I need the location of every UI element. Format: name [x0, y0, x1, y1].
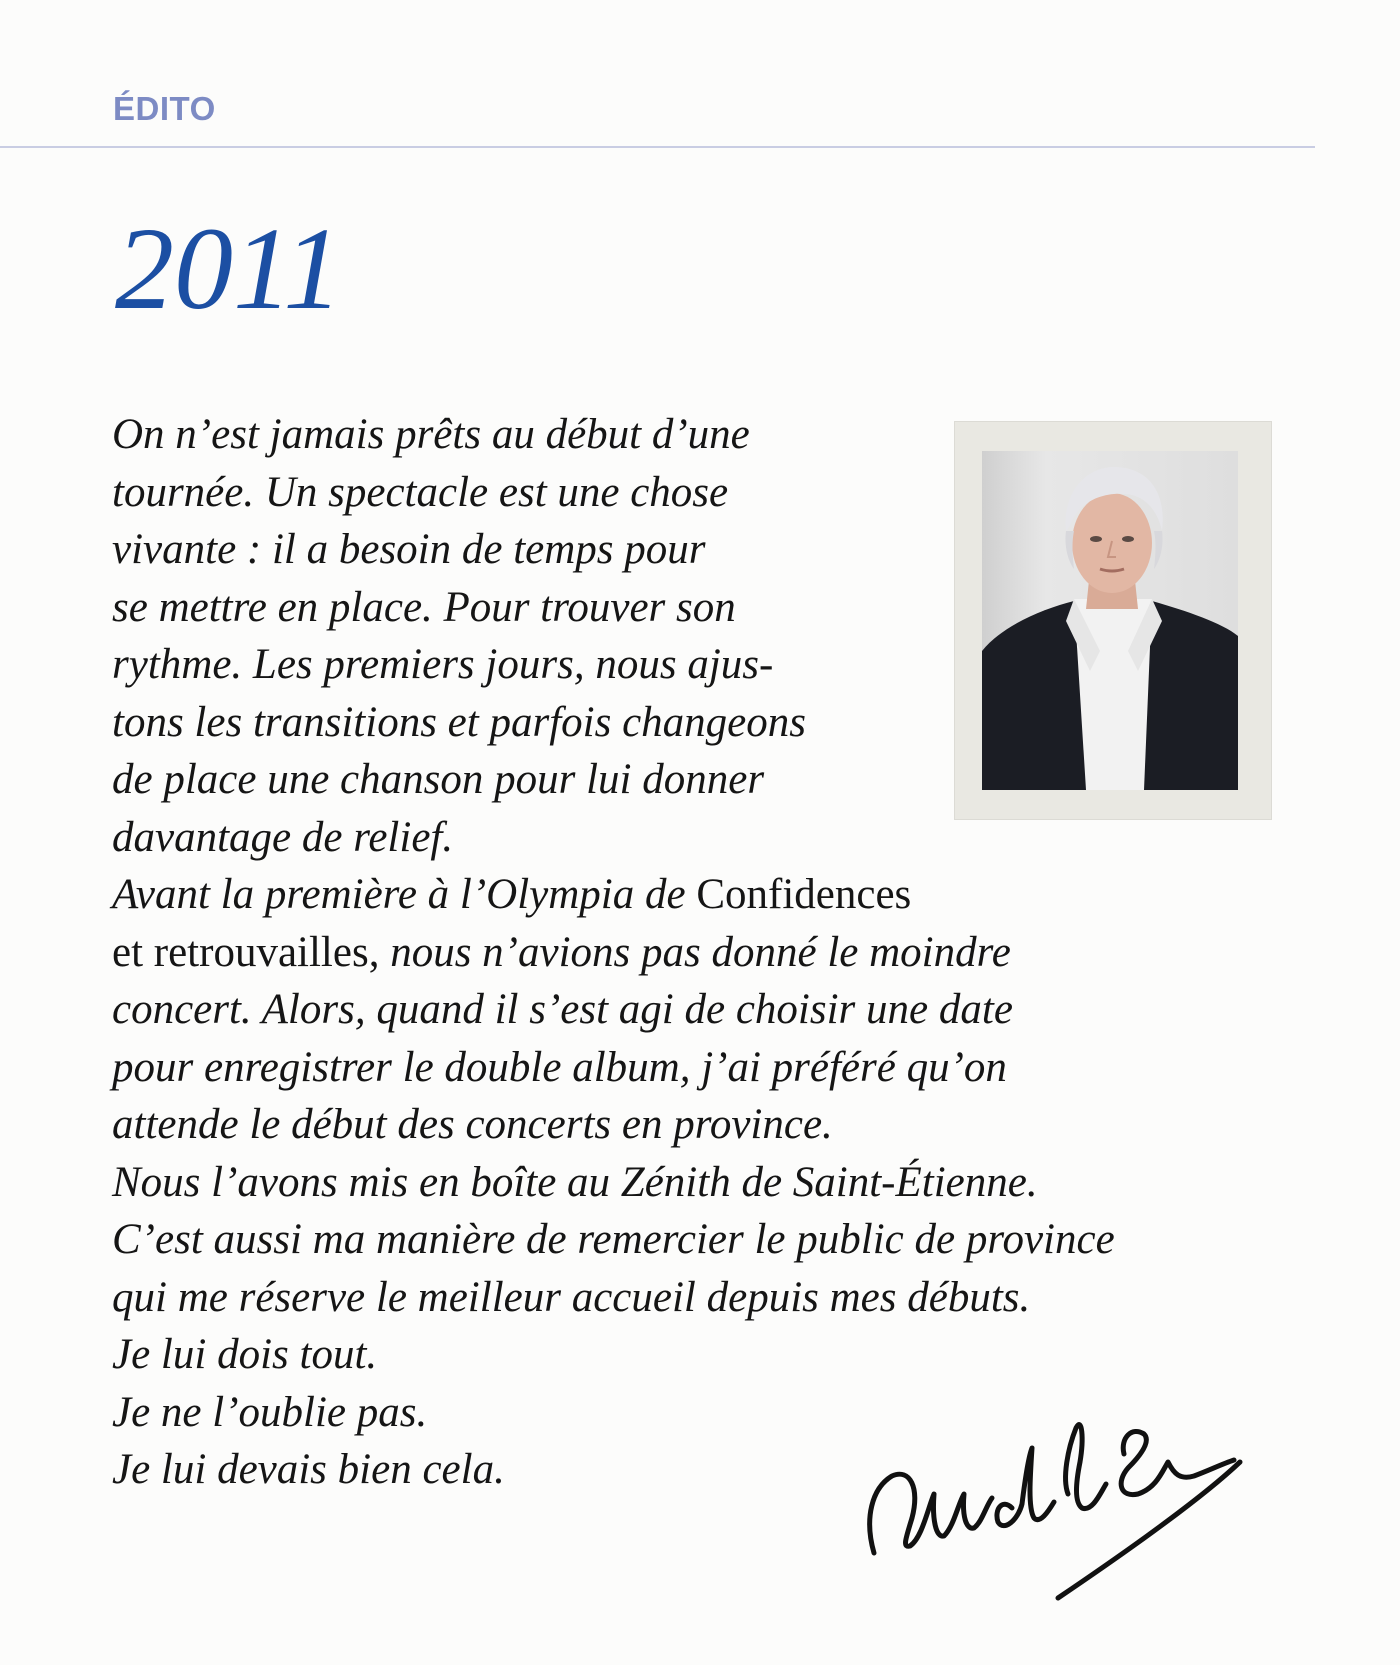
text-line	[112, 866, 1312, 924]
text-line: Je lui devais bien cela.	[112, 1446, 505, 1493]
text-segment: Avant la première à l’Olympia de	[112, 871, 686, 918]
text-segment: nous n’avions pas donné le moindre	[390, 928, 1011, 976]
text-line: On n’est jamais prêts au début d’une	[112, 411, 750, 458]
text-line: vivante : il a besoin de temps pour	[112, 526, 706, 573]
text-line: qui me réserve le meilleur accueil depuis mes débuts.	[112, 1273, 1031, 1321]
text-line: concert. Alors, quand il s’est agi de choisir une date	[112, 986, 1013, 1033]
text-line: Nous l’avons mis en boîte au Zénith de Saint-Étienne.	[112, 1158, 1038, 1206]
signature-drawing	[862, 1398, 1262, 1613]
section-label: ÉDITO	[113, 90, 216, 127]
header-divider	[0, 146, 1315, 148]
text-line: attende le début des concerts en province.	[112, 1101, 833, 1148]
text-line: Je ne l’oublie pas.	[112, 1388, 428, 1436]
page-title-year: 2011	[115, 203, 343, 334]
text-line: de place une chanson pour lui donner	[112, 756, 765, 803]
portrait-illustration	[982, 451, 1238, 790]
show-title-cont: et retrouvailles,	[112, 928, 380, 976]
show-title: Confidences	[696, 871, 912, 918]
text-line: tons les transitions et parfois changeons	[112, 698, 806, 746]
text-line	[112, 924, 1312, 982]
text-line: rythme. Les premiers jours, nous ajus-	[112, 641, 774, 688]
text-line: tournée. Un spectacle est une chose	[112, 468, 729, 516]
text-line: Je lui dois tout.	[112, 1331, 378, 1378]
signature	[862, 1398, 1262, 1613]
portrait-frame	[954, 421, 1272, 820]
text-line: davantage de relief.	[112, 813, 454, 861]
portrait-photo	[982, 451, 1238, 790]
text-line: C’est aussi ma manière de remercier le public de province	[112, 1216, 1115, 1263]
text-line: pour enregistrer le double album, j’ai préféré qu’on	[112, 1043, 1007, 1091]
text-line: se mettre en place. Pour trouver son	[112, 583, 736, 631]
